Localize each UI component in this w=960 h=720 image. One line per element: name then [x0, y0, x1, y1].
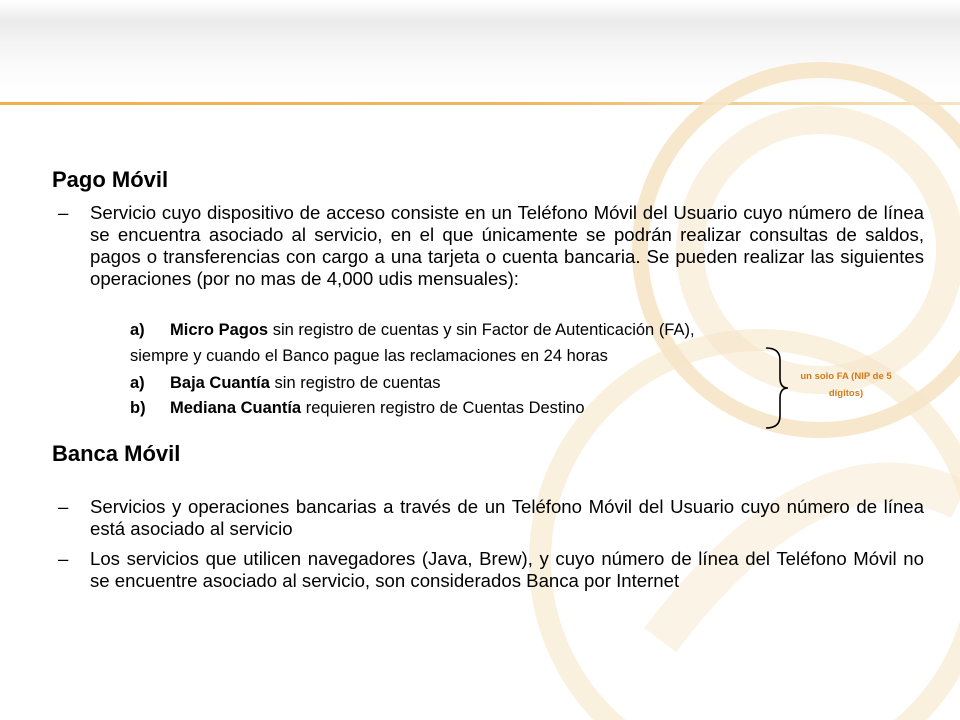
sub-item-micro-pagos: [130, 320, 830, 340]
dash-marker: –: [58, 548, 69, 569]
sub-item-baja-cuantia: [130, 373, 830, 393]
heading-pago-movil: Pago Móvil: [52, 167, 169, 192]
sub-item-term: Mediana Cuantía: [170, 399, 302, 417]
sub-item-term: Micro Pagos: [170, 321, 269, 339]
sub-item-continuation: siempre y cuando el Banco pague las reclamaciones en 24 horas: [130, 347, 608, 365]
sub-item-mediana-cuantia: [130, 398, 830, 418]
dash-marker: –: [58, 202, 69, 223]
sub-item-term: Baja Cuantía: [170, 374, 270, 392]
sub-item-letter: a): [130, 374, 145, 392]
bullet-text: Servicio cuyo dispositivo de acceso consiste en un Teléfono Móvil del Usuario cuyo número de línea se encuentra asociado al servicio, en el que únicamente se podrán realizar consultas de saldos, pagos o transferencias con cargo a una tarjeta o cuenta bancaria. Se pueden realizar las siguientes operaciones (por no mas de 4,000 udis mensuales):: [90, 202, 924, 289]
sub-item-text: sin registro de cuentas y sin Factor de Autenticación (FA),: [268, 321, 695, 339]
bullet-text: Los servicios que utilicen navegadores (Java, Brew), y cuyo número de línea del Teléfono Móvil no se encuentre asociado al servicio, son considerados Banca por Internet: [90, 548, 924, 591]
sub-item-text: sin registro de cuentas: [269, 374, 441, 392]
brace-annotation: un solo FA (NIP de 5 dígitos): [800, 371, 892, 399]
curly-brace: [752, 344, 792, 432]
sub-item-text: requieren registro de Cuentas Destino: [301, 399, 585, 417]
heading-banca-movil: Banca Móvil: [52, 441, 181, 466]
sub-item-letter: a): [130, 321, 145, 339]
bullet-text: Servicios y operaciones bancarias a través de un Teléfono Móvil del Usuario cuyo número de línea está asociado al servicio: [90, 496, 924, 539]
sub-item-letter: b): [130, 399, 146, 417]
dash-marker: –: [58, 496, 69, 517]
